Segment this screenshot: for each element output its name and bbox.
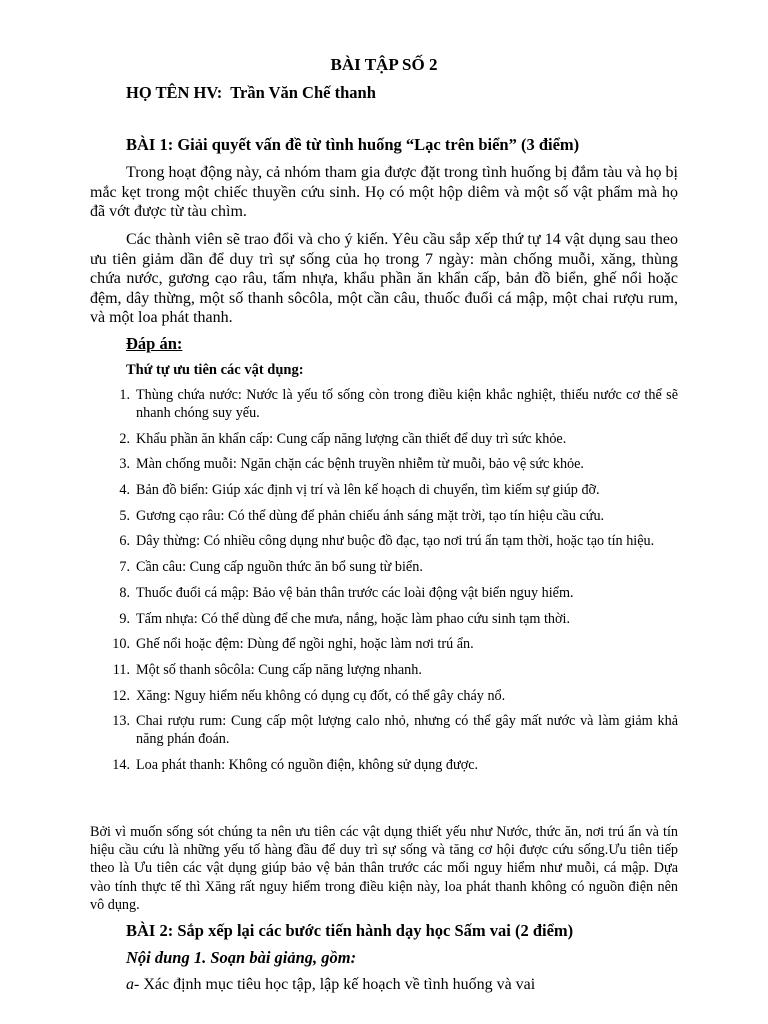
document-title: BÀI TẬP SỐ 2: [330, 55, 438, 74]
list-item-text: Một số thanh sôcôla: Cung cấp năng lượng nhanh.: [136, 661, 422, 678]
conclusion-paragraph: Bởi vì muốn sống sót chúng ta nên ưu tiên các vật dụng thiết yếu như Nước, thức ăn, nơi trú ẩn và tín hiệu cầu cứu là những yếu tố hàng đầu để duy trì sự sống và tăng cơ hội được cứu sống.Ưu tiên tiếp theo là Ưu tiên các vật dụng giúp bảo vệ bản thân trước các mối nguy hiểm như muỗi, cá mập. Dựa vào tính thực tế thì Xăng rất nguy hiểm trong điều kiện này, loa phát thanh không có nguồn điện nên vô dụng.: [90, 824, 678, 913]
list-item-text: Cần câu: Cung cấp nguồn thức ăn bổ sung từ biển.: [136, 559, 423, 576]
item-a-text: Xác định mục tiêu học tập, lập kế hoạch về tình huống và vai: [139, 976, 536, 993]
exercise-2-heading: BÀI 2: Sắp xếp lại các bước tiến hành dạy học Sấm vai (2 điểm): [126, 921, 574, 940]
list-item-text: Thuốc đuổi cá mập: Bảo vệ bản thân trước các loài động vật biển nguy hiểm.: [136, 584, 574, 601]
content-1-heading: Nội dung 1. Soạn bài giảng, gồm:: [126, 948, 357, 967]
list-item-number: 11.: [112, 661, 130, 678]
list-item: [96, 661, 678, 679]
exercise-1-paragraph-2: Các thành viên sẽ trao đổi và cho ý kiến. Yêu cầu sắp xếp thứ tự 14 vật dụng sau theo ưu tiên giảm dần để duy trì sự sống của họ trong 7 ngày: màn chống muỗi, xăng, thùng chứa nước, gương cạo râu, tấm nhựa, khẩu phần ăn khẩn cấp, bản đồ biển, ghế nổi hoặc đệm, dây thừng, một số thanh sôcôla, một cần câu, thuốc đuổi cá mập, một chai rượu rum, và một loa phát thanh.: [90, 231, 678, 326]
list-item-text: Xăng: Nguy hiểm nếu không có dụng cụ đốt, có thể gây cháy nổ.: [136, 687, 506, 704]
list-item-number: 3.: [119, 456, 130, 473]
list-item: [96, 532, 678, 550]
list-item: [96, 712, 678, 748]
list-item: [96, 386, 678, 422]
list-item-number: 1.: [119, 387, 130, 403]
student-name-line: HỌ TÊN HV: Trần Văn Chế thanh: [126, 83, 376, 102]
list-item-text: Thùng chứa nước: Nước là yếu tố sống còn trong điều kiện khắc nghiệt, thiếu nước cơ thể sẽ nhanh chóng suy yếu.: [136, 387, 678, 421]
list-item-text: Khẩu phần ăn khẩn cấp: Cung cấp năng lượng cần thiết để duy trì sức khỏe.: [136, 430, 567, 447]
list-item: [96, 610, 678, 628]
list-item-number: 5.: [119, 507, 130, 524]
list-item-text: Ghế nổi hoặc đệm: Dùng để ngồi nghỉ, hoặc làm nơi trú ẩn.: [136, 636, 474, 653]
item-a: [126, 974, 535, 996]
list-item: [96, 687, 678, 705]
list-item-number: 2.: [119, 430, 130, 447]
list-item: [96, 455, 678, 473]
exercise-1-heading: BÀI 1: Giải quyết vấn đề từ tình huống “Lạc trên biển” (3 điểm): [126, 135, 580, 154]
list-item: [96, 584, 678, 602]
item-a-marker: a-: [126, 976, 140, 993]
list-item: [96, 507, 678, 525]
list-item-number: 10.: [112, 636, 130, 653]
list-item-number: 12.: [112, 687, 130, 704]
list-item-text: Loa phát thanh: Không có nguồn điện, không sử dụng được.: [136, 756, 479, 773]
list-item-number: 9.: [119, 610, 130, 627]
list-item: [96, 558, 678, 576]
answer-heading: Đáp án:: [126, 334, 183, 353]
list-item: [96, 430, 678, 448]
list-item-number: 14.: [112, 756, 130, 773]
exercise-1-paragraph-1: Trong hoạt động này, cả nhóm tham gia được đặt trong tình huống bị đắm tàu và họ bị mắc kẹt trong một chiếc thuyền cứu sinh. Họ có một hộp diêm và một số vật phẩm mà họ đã vớt được từ tàu chìm.: [90, 164, 678, 220]
list-item-text: Chai rượu rum: Cung cấp một lượng calo nhỏ, nhưng có thể gây mất nước và làm giảm khả năng phán đoán.: [136, 713, 678, 748]
list-item-text: Màn chống muỗi: Ngăn chặn các bệnh truyền nhiễm từ muỗi, bảo vệ sức khỏe.: [136, 456, 584, 473]
priority-heading: Thứ tự ưu tiên các vật dụng:: [126, 362, 304, 378]
list-item-text: Dây thừng: Có nhiều công dụng như buộc đồ đạc, tạo nơi trú ẩn tạm thời, hoặc tạo tín hiệu.: [136, 533, 655, 550]
list-item-number: 4.: [119, 482, 130, 499]
list-item-text: Gương cạo râu: Có thể dùng để phản chiếu ánh sáng mặt trời, tạo tín hiệu cầu cứu.: [136, 507, 605, 524]
list-item: [96, 481, 678, 499]
list-item-number: 13.: [112, 713, 130, 730]
list-item-number: 8.: [119, 584, 130, 601]
list-item-text: Tấm nhựa: Có thể dùng để che mưa, nắng, hoặc làm phao cứu sinh tạm thời.: [136, 610, 571, 627]
list-item: [96, 635, 678, 653]
list-item: [96, 756, 678, 774]
list-item-number: 6.: [119, 533, 130, 550]
priority-list: [96, 386, 678, 782]
list-item-text: Bản đồ biển: Giúp xác định vị trí và lên kế hoạch di chuyển, tìm kiếm sự giúp đỡ.: [136, 482, 600, 499]
list-item-number: 7.: [119, 559, 130, 576]
